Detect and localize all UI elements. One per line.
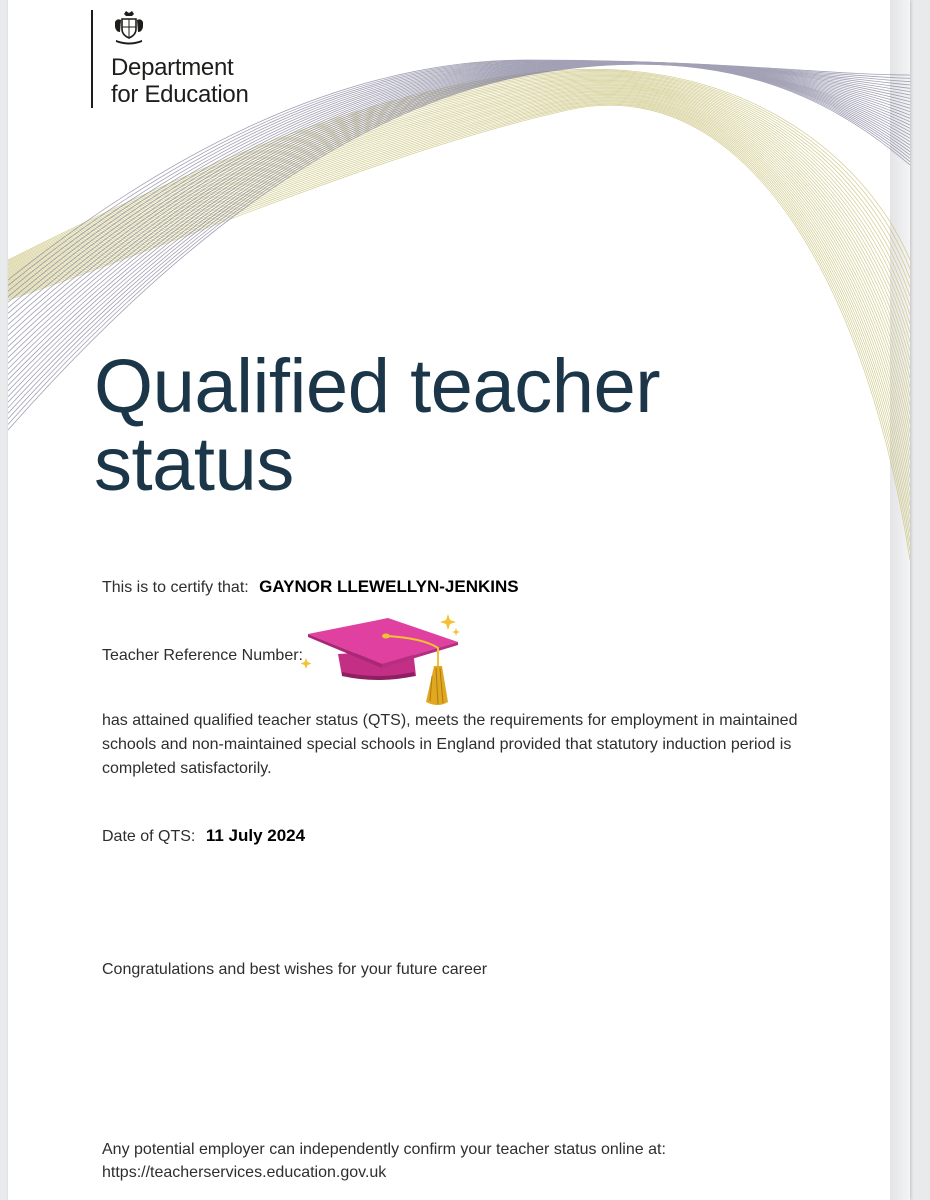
certify-label: This is to certify that: xyxy=(102,579,249,596)
trn-row xyxy=(102,647,303,665)
trn-label: Teacher Reference Number: xyxy=(102,647,303,664)
holder-name: GAYNOR LLEWELLYN-JENKINS xyxy=(259,577,519,596)
certificate-page xyxy=(8,0,910,1200)
royal-coat-of-arms-icon xyxy=(111,10,147,46)
certify-row xyxy=(102,577,519,597)
date-label: Date of QTS: xyxy=(102,828,196,845)
verification-url[interactable]: https://teacherservices.education.gov.uk xyxy=(102,1164,387,1181)
wave-line-gold xyxy=(8,79,910,342)
certificate-title: Qualified teacher status xyxy=(94,344,661,507)
verification-note xyxy=(102,1138,822,1184)
qts-statement: has attained qualified teacher status (QTS), meets the requirements for employment in maintained schools and non-maintained special schools in England provided that statutory induction period is completed satisfactorily. xyxy=(102,712,798,777)
graduation-cap-icon xyxy=(298,606,468,714)
congratulations-text: Congratulations and best wishes for your future career xyxy=(102,961,488,978)
department-name: Department for Education xyxy=(111,54,249,108)
verification-text: Any potential employer can independently confirm your teacher status online at: xyxy=(102,1141,666,1158)
logo-rule xyxy=(91,10,93,108)
date-row xyxy=(102,826,305,846)
date-value: 11 July 2024 xyxy=(205,826,306,845)
